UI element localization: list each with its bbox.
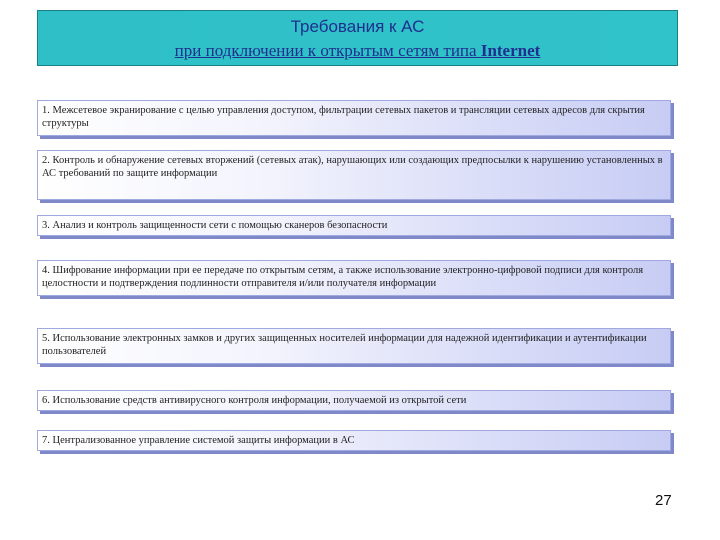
slide-title-line2-strong: Internet <box>480 41 541 60</box>
page-number: 27 <box>655 492 672 509</box>
slide-title-line1: Требования к АС <box>290 17 425 36</box>
requirement-item-2: 2. Контроль и обнаружение сетевых вторжений (сетевых атак), нарушающих или создающих предпосылки к нарушению установленных в АС требований по защите информации <box>37 150 671 200</box>
requirement-item-5: 5. Использование электронных замков и других защищенных носителей информации для надежной идентификации и аутентификации пользователей <box>37 328 671 364</box>
requirement-item-3: 3. Анализ и контроль защищенности сети с помощью сканеров безопасности <box>37 215 671 236</box>
requirement-item-6: 6. Использование средств антивирусного контроля информации, получаемой из открытой сети <box>37 390 671 411</box>
slide-title-box <box>37 10 678 66</box>
requirement-item-4: 4. Шифрование информации при ее передаче по открытым сетям, а также использование электронно-цифровой подписи для контроля целостности и подтверждения подлинности отправителя и/или получателя информации <box>37 260 671 296</box>
slide-title-line2 <box>38 41 677 61</box>
slide-title-line2-text: при подключении к открытым сетям типа <box>174 41 481 60</box>
requirement-item-1: 1. Межсетевое экранирование с целью управления доступом, фильтрации сетевых пакетов и трансляции сетевых адресов для скрытия структуры <box>37 100 671 136</box>
requirement-item-7: 7. Централизованное управление системой защиты информации в АС <box>37 430 671 451</box>
